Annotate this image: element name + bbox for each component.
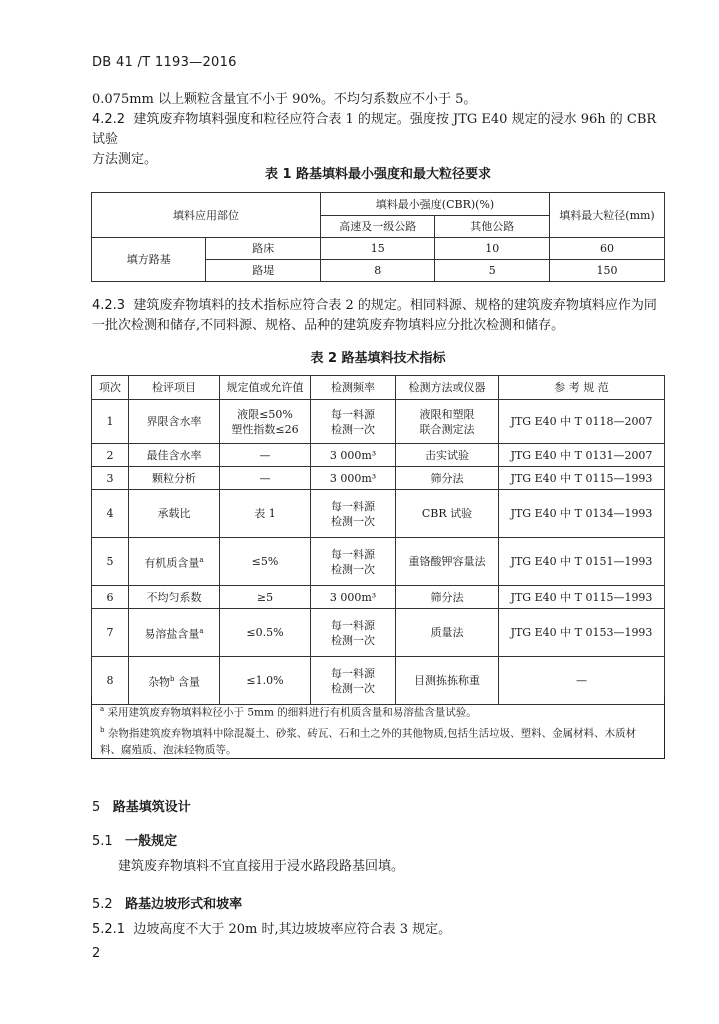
table2-notes [91,696,665,759]
footnote-mark: b [100,725,105,734]
value-line: 塑性指数≤26 [231,422,299,436]
freq-line: 每一料源 [331,666,375,680]
row-value: — [220,467,311,490]
row-freq: 3 000m³ [311,467,396,490]
row-item [129,538,220,586]
table1-head-part: 填料应用部位 [92,193,321,238]
table-row [92,490,665,538]
table2-header: 参 考 规 范 [499,376,665,400]
page-number: 2 [92,946,101,961]
table2 [91,375,665,705]
row-ref: JTG E40 中 T 0131—2007 [499,444,665,467]
table2-header: 项次 [92,376,129,400]
row-method: 质量法 [396,609,499,657]
table1-highway: 15 [320,238,435,260]
freq-line: 每一料源 [331,547,375,561]
freq-line: 检测一次 [331,422,375,436]
note-b-text: 杂物指建筑废弃物填料中除混凝土、砂浆、砖瓦、石和土之外的其他物质,包括生活垃圾、塑料、金属材料、木质材 [107,727,637,739]
section-5-1-text: 建筑废弃物填料不宜直接用于浸水路段路基回填。 [118,859,405,874]
row-no: 7 [92,609,129,657]
table2-header: 规定值或允许值 [220,376,311,400]
row-no: 6 [92,586,129,609]
freq-line: 每一料源 [331,407,375,421]
note-a [100,701,656,722]
footnote-mark: a [199,626,204,635]
table2-header: 检评项目 [129,376,220,400]
item-text: 易溶盐含量 [144,627,200,641]
table1-head-cbr: 填料最小强度(CBR)(%) [320,193,549,216]
row-method: 目测拣拣称重 [396,657,499,705]
row-item: 承载比 [129,490,220,538]
row-ref: JTG E40 中 T 0115—1993 [499,586,665,609]
section-number: 5.1 [92,834,113,849]
table-row [92,586,665,609]
table1-max: 150 [550,260,665,282]
row-no: 4 [92,490,129,538]
clause-text-line2: 方法测定。 [92,152,158,167]
row-method: 筛分法 [396,586,499,609]
row-freq [311,538,396,586]
row-ref: JTG E40 中 T 0115—1993 [499,467,665,490]
table1-head-highway: 高速及一级公路 [320,216,435,238]
row-no: 3 [92,467,129,490]
item-text: 杂物 [148,675,170,689]
row-item [129,609,220,657]
footnote-mark: a [100,705,105,713]
table1-part: 路床 [206,238,320,260]
row-ref: JTG E40 中 T 0134—1993 [499,490,665,538]
row-value: — [220,444,311,467]
row-ref: — [499,657,665,705]
section-title: 一般规定 [125,834,178,849]
clause-text-line2: 一批次检测和储存,不同料源、规格、品种的建筑废弃物填料应分批次检测和储存。 [92,318,565,333]
row-item: 不均匀系数 [129,586,220,609]
method-line: 液限和塑限 [419,407,475,421]
item-text: 有机质含量 [144,556,200,570]
freq-line: 检测一次 [331,562,375,576]
row-freq [311,400,396,444]
table1-other: 10 [435,238,550,260]
document-code: DB 41 /T 1193—2016 [92,55,237,70]
row-method: CBR 试验 [396,490,499,538]
footnote-mark: a [199,555,204,564]
table-row [92,467,665,490]
table2-caption: 表 2 路基填料技术指标 [310,351,446,366]
table-row [92,400,665,444]
table1-caption: 表 1 路基填料最小强度和最大粒径要求 [264,167,492,182]
table1-other: 5 [435,260,550,282]
row-no: 2 [92,444,129,467]
table2-header: 检测频率 [311,376,396,400]
clause-text-line1: 建筑废弃物填料的技术指标应符合表 2 的规定。相同料源、规格的建筑废弃物填料应作为同 [133,298,657,313]
note-b [100,722,656,760]
freq-line: 每一料源 [331,618,375,632]
row-freq: 3 000m³ [311,444,396,467]
clause-text-line1: 建筑废弃物填料强度和粒径应符合表 1 的规定。强度按 JTG E40 规定的浸水 96h 的 CBR 试验 [92,112,657,147]
row-item: 界限含水率 [129,400,220,444]
freq-line: 检测一次 [331,633,375,647]
row-no: 8 [92,657,129,705]
row-value: ≥5 [220,586,311,609]
row-value: ≤0.5% [220,609,311,657]
row-item: 颗粒分析 [129,467,220,490]
table1-highway: 8 [320,260,435,282]
section-5-2-heading [92,893,242,912]
row-method: 击实试验 [396,444,499,467]
row-no: 1 [92,400,129,444]
section-5-heading [92,796,191,815]
section-5-1-heading [92,830,177,849]
table-row [92,238,665,260]
table1-max: 60 [550,238,665,260]
value-line: 液限≤50% [237,407,293,421]
row-freq [311,609,396,657]
table1-part: 路堤 [206,260,320,282]
table-row [92,538,665,586]
method-line: 联合测定法 [419,422,475,436]
row-value: ≤5% [220,538,311,586]
row-freq: 3 000m³ [311,586,396,609]
table-row [92,444,665,467]
row-ref: JTG E40 中 T 0118—2007 [499,400,665,444]
row-freq [311,490,396,538]
row-method [396,400,499,444]
item-tail: 含量 [174,675,200,689]
freq-line: 检测一次 [331,681,375,695]
table1-head-other: 其他公路 [435,216,550,238]
clause-number: 4.2.2 [92,112,126,127]
row-method: 重铬酸钾容量法 [396,538,499,586]
table2-header-row [92,376,665,400]
row-value [220,400,311,444]
note-b-text: 料、腐殖质、泡沫轻物质等。 [100,744,237,756]
table-row [92,609,665,657]
row-ref: JTG E40 中 T 0153—1993 [499,609,665,657]
section-title: 路基边坡形式和坡率 [125,897,243,912]
clause-4-2-2 [92,110,672,170]
intro-line: 0.075mm 以上颗粒含量宜不小于 90%。不均匀系数应不小于 5。 [92,92,477,107]
row-item: 最佳含水率 [129,444,220,467]
table1-group: 填方路基 [92,238,206,282]
freq-line: 每一料源 [331,499,375,513]
table2-header: 检测方法或仪器 [396,376,499,400]
row-method: 筛分法 [396,467,499,490]
clause-number: 5.2.1 [92,922,126,937]
row-no: 5 [92,538,129,586]
clause-5-2-1 [92,920,451,940]
section-number: 5.2 [92,897,113,912]
section-number: 5 [92,800,101,815]
table1 [91,192,665,282]
clause-4-2-3 [92,296,672,336]
clause-number: 4.2.3 [92,298,126,313]
note-a-text: 采用建筑废弃物填料粒径小于 5mm 的细料进行有机质含量和易溶盐含量试验。 [107,706,477,719]
table1-head-maxsize: 填料最大粒径(mm) [550,193,665,238]
freq-line: 检测一次 [331,514,375,528]
row-ref: JTG E40 中 T 0151—1993 [499,538,665,586]
row-value: 表 1 [220,490,311,538]
section-title: 路基填筑设计 [112,800,191,815]
footnote-mark: b [170,674,175,683]
row-value: ≤1.0% [220,657,311,705]
clause-text: 边坡高度不大于 20m 时,其边坡坡率应符合表 3 规定。 [133,922,452,937]
